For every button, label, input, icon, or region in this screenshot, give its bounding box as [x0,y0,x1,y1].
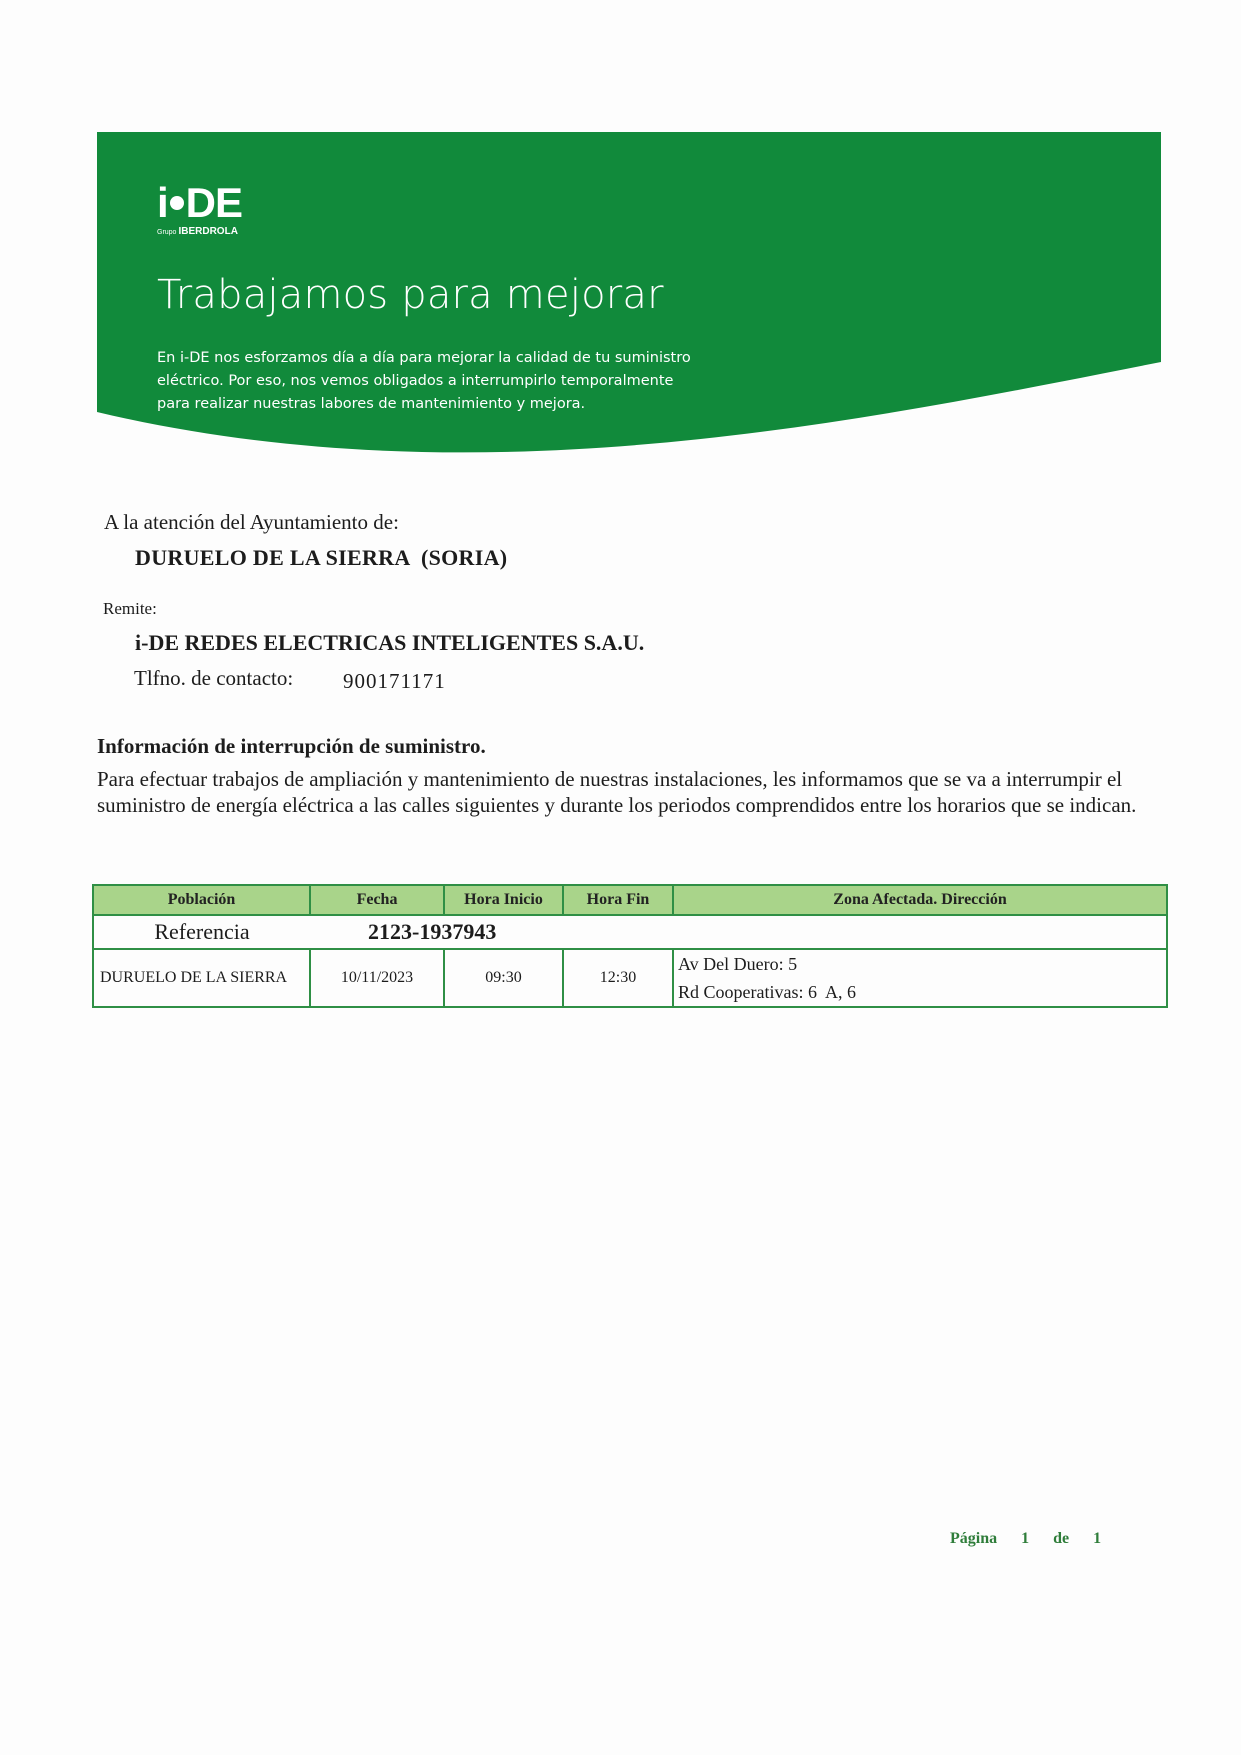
reference-empty [563,915,673,949]
header-fecha: Fecha [310,885,444,915]
cell-zona [673,949,1167,1007]
header-hora-fin: Hora Fin [563,885,673,915]
zona-line: Rd Cooperativas: 6 A, 6 [678,982,856,1002]
reference-empty [673,915,1167,949]
sender-company: i-DE REDES ELECTRICAS INTELIGENTES S.A.U. [135,630,645,655]
attention-label: A la atención del Ayuntamiento de: [104,510,399,534]
banner-text-line: para realizar nuestras labores de mantenimiento y mejora. [157,396,586,412]
logo-wordmark: i DE [157,179,243,226]
banner-title: Trabajamos para mejorar [157,272,664,318]
phone-label: Tlfno. de contacto: [134,666,294,690]
reference-label: Referencia [93,915,310,949]
banner-text-line: eléctrico. Por eso, nos vemos obligados a interrumpirlo temporalmente [157,373,674,389]
cell-hora-inicio: 09:30 [444,949,563,1007]
info-text: Para efectuar trabajos de ampliación y mantenimiento de nuestras instalaciones, les informamos que se va a interrumpir el suministro de energía eléctrica a las calles siguientes y durante los periodos comprendidos entre los horarios que se indican. [97,767,1137,817]
page-label: Página [950,1530,998,1547]
info-title: Información de interrupción de suministro. [97,734,486,758]
sender-label: Remite: [103,599,157,618]
header-zona: Zona Afectada. Dirección [673,885,1167,915]
reference-row [93,915,1167,949]
logo-subtitle: Grupo IBERDROLA [157,226,238,237]
header-hora-inicio: Hora Inicio [444,885,563,915]
cell-hora-fin: 12:30 [563,949,673,1007]
of-label: de [1053,1530,1070,1547]
recipient-town: DURUELO DE LA SIERRA (SORIA) [135,545,508,570]
ide-logo [157,179,243,237]
banner-text-line: En i-DE nos esforzamos día a día para mejorar la calidad de tu suministro [157,350,691,366]
cell-fecha: 10/11/2023 [310,949,444,1007]
interruption-table [92,884,1168,1008]
logo-dot-icon [170,196,184,210]
page-total: 1 [1093,1530,1102,1547]
zona-line: Av Del Duero: 5 [678,954,798,974]
phone-number: 900171171 [343,669,446,693]
page-number: 1 [1021,1530,1030,1547]
banner-text [157,347,757,416]
table-row [93,949,1167,1007]
table-header-row [93,885,1167,915]
header-poblacion: Población [93,885,310,915]
header-banner [97,132,1161,490]
reference-value: 2123-1937943 [310,915,563,949]
page-footer [950,1530,1101,1548]
cell-poblacion: DURUELO DE LA SIERRA [93,949,310,1007]
